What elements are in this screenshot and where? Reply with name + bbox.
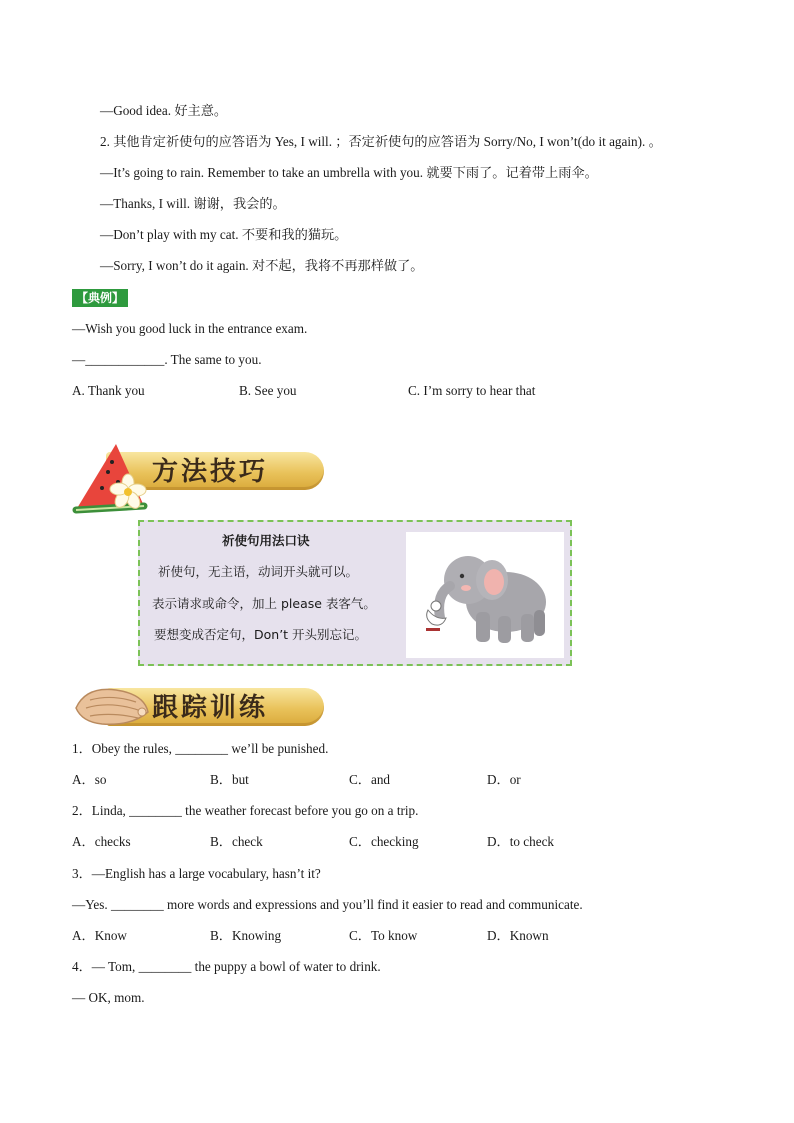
exercise-3-question: 3．—English has a large vocabulary, hasn’t it? (72, 866, 321, 881)
exercise-2-option-c: C．checking (349, 834, 419, 849)
example-option-a: A. Thank you (72, 383, 145, 398)
tips-line-3: 要想变成否定句，Don’t 开头别忘记。 (154, 627, 368, 642)
elephant-icon (406, 532, 564, 658)
exercise-1-question: 1．Obey the rules, ________ we’ll be punished. (72, 741, 329, 756)
note-line-2: 2. 其他肯定祈使句的应答语为 Yes, I will. ；否定祈使句的应答语为 Sorry/No, I won’t(do it again). 。 (100, 134, 662, 149)
exercise-2-option-d: D．to check (487, 834, 555, 849)
exercise-1-option-b: B．but (210, 772, 249, 787)
tips-line-2: 表示请求或命令，加上 please 表客气。 (152, 596, 376, 611)
section-banner-methods (72, 440, 312, 496)
exercise-3-option-a: A．Know (72, 928, 127, 943)
example-answer-blank: —____________. The same to you. (72, 352, 262, 367)
tips-heading: 祈使句用法口诀 (222, 533, 310, 548)
note-line-5: —Don’t play with my cat. 不要和我的猫玩。 (100, 227, 348, 242)
exercise-1-option-a: A．so (72, 772, 107, 787)
example-option-c: C. I’m sorry to hear that (408, 383, 536, 398)
section-title-methods: 方法技巧 (152, 457, 269, 487)
note-line-6: —Sorry, I won’t do it again. 对不起，我将不再那样做了。 (100, 258, 424, 273)
exercise-3-response: —Yes. ________ more words and expressions and you’ll find it easier to read and communicate. (72, 897, 583, 912)
tips-line-1: 祈使句，无主语，动词开头就可以。 (158, 564, 359, 579)
section-banner-practice (72, 676, 312, 732)
watermelon-icon (72, 440, 152, 516)
example-option-b: B. See you (239, 383, 297, 398)
exercise-2-option-a: A．checks (72, 834, 131, 849)
example-question: —Wish you good luck in the entrance exam. (72, 321, 308, 336)
exercise-3-option-d: D．Known (487, 928, 549, 943)
tips-box (138, 520, 572, 666)
exercise-3-option-c: C．To know (349, 928, 418, 943)
seashell-icon (72, 682, 152, 732)
exercise-4-question: 4．— Tom, ________ the puppy a bowl of water to drink. (72, 959, 381, 974)
note-line-1: —Good idea. 好主意。 (100, 103, 228, 118)
exercise-1-option-d: D．or (487, 772, 521, 787)
exercise-2-option-b: B．check (210, 834, 263, 849)
note-line-3: —It’s going to rain. Remember to take an umbrella with you. 就要下雨了。记着带上雨伞。 (100, 165, 598, 180)
exercise-4-response: — OK, mom. (72, 990, 145, 1005)
elephant-image (406, 532, 564, 658)
note-line-4: —Thanks, I will. 谢谢，我会的。 (100, 196, 286, 211)
section-title-practice: 跟踪训练 (152, 693, 269, 723)
exercise-3-option-b: B．Knowing (210, 928, 282, 943)
example-tag: 【典例】 (72, 289, 128, 307)
exercise-1-option-c: C．and (349, 772, 391, 787)
exercise-2-question: 2．Linda, ________ the weather forecast before you go on a trip. (72, 803, 419, 818)
